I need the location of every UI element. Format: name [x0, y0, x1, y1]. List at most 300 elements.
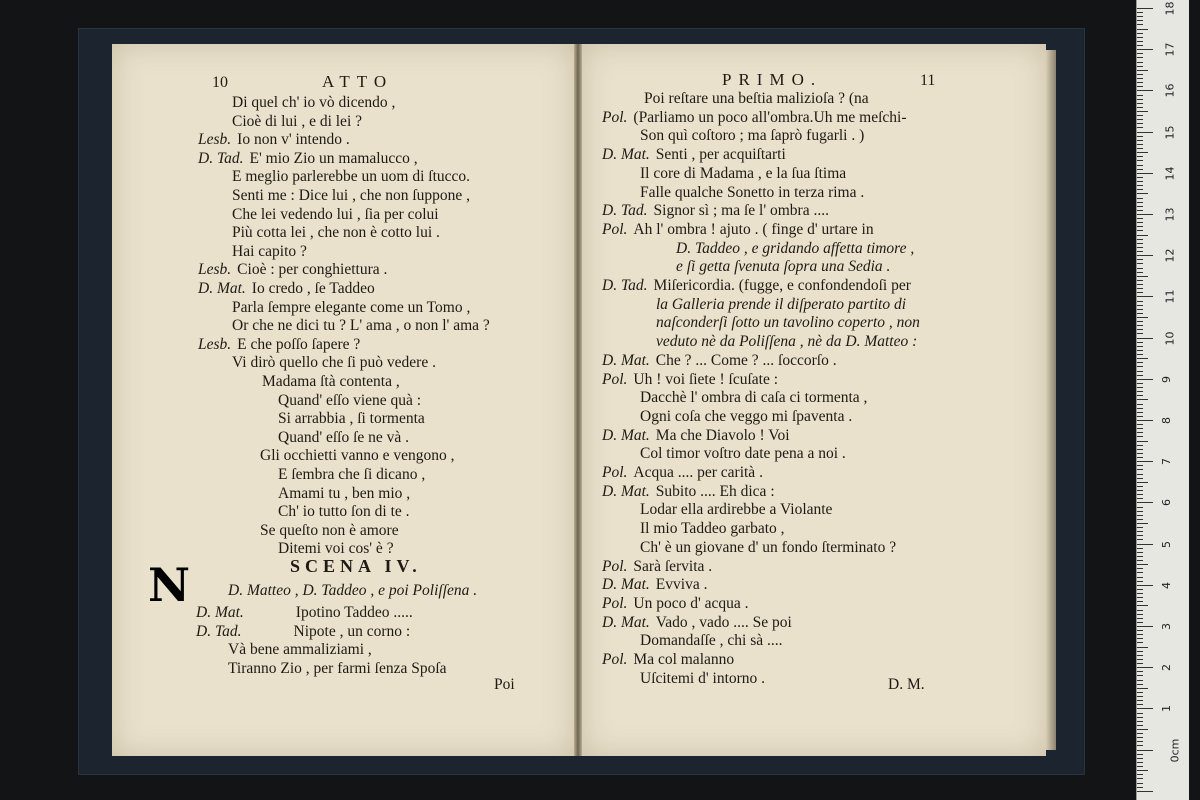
- text-line: [278, 503, 410, 521]
- ruler-tick: [1137, 680, 1143, 681]
- speaker-label: Lesb.: [198, 131, 232, 149]
- verse-text: Quand' eſſo ſe ne và .: [278, 428, 410, 446]
- ruler-tick: [1137, 408, 1143, 409]
- text-line: [640, 501, 832, 519]
- ruler-tick: [1137, 317, 1148, 318]
- ruler-tick: [1137, 263, 1143, 264]
- ruler-tick: [1137, 416, 1143, 417]
- verse-text: Ch' è un giovane d' un fondo ſterminato ?: [640, 538, 897, 556]
- ruler-tick: [1137, 787, 1143, 788]
- verse-text: Signor sì ; ma ſe l' ombra ....: [653, 202, 829, 220]
- ruler-tick: [1137, 519, 1143, 520]
- verse-text: Se queſto non è amore: [260, 521, 399, 539]
- text-line: [232, 317, 490, 335]
- ruler-tick: [1137, 770, 1148, 771]
- ruler-label: 2: [1160, 664, 1173, 672]
- ruler-tick: [1137, 622, 1143, 623]
- ruler-tick: [1137, 581, 1143, 582]
- ruler-tick: [1137, 544, 1153, 545]
- verse-text: Ma col malanno: [633, 651, 735, 668]
- ruler-tick: [1137, 651, 1143, 652]
- text-line: [602, 202, 829, 220]
- ruler-tick: [1137, 259, 1143, 260]
- ruler-tick: [1137, 721, 1143, 722]
- ruler-tick: [1137, 173, 1153, 174]
- text-line: [602, 651, 734, 669]
- ruler-tick: [1137, 630, 1143, 631]
- ruler-tick: [1137, 29, 1148, 30]
- text-line: [278, 410, 425, 428]
- ruler-tick: [1137, 391, 1143, 392]
- text-line: [278, 392, 421, 410]
- verse-text: Vado , vado .... Se poi: [655, 613, 792, 631]
- speaker-label: Pol.: [602, 651, 628, 668]
- left-running-head: ATTO: [322, 72, 394, 91]
- text-line: [602, 595, 749, 613]
- ruler-tick: [1137, 193, 1148, 194]
- ruler-tick: [1137, 284, 1143, 285]
- speaker-label: D. Tad.: [602, 277, 648, 294]
- ruler-tick: [1137, 395, 1143, 396]
- text-line: [640, 445, 846, 463]
- ruler-tick: [1137, 148, 1143, 149]
- ruler-tick: [1137, 758, 1143, 759]
- speaker-label: D. Mat.: [602, 613, 650, 631]
- ruler-tick: [1137, 671, 1143, 672]
- ruler-tick: [1137, 445, 1143, 446]
- text-line: [232, 206, 439, 224]
- text-line: [676, 240, 914, 258]
- text-line: [640, 184, 864, 202]
- ruler-tick: [1137, 111, 1148, 112]
- ruler-tick: [1137, 556, 1143, 557]
- left-catchword: Poi: [494, 676, 515, 693]
- ruler-tick: [1137, 502, 1153, 503]
- ruler-tick: [1137, 53, 1143, 54]
- ruler-tick: [1137, 90, 1153, 91]
- ruler-tick: [1137, 585, 1153, 586]
- ruler-label: 11: [1163, 289, 1177, 304]
- ruler-label: 18: [1163, 1, 1177, 16]
- ruler-tick: [1137, 531, 1143, 532]
- ruler-tick: [1137, 123, 1143, 124]
- ruler-tick: [1137, 688, 1148, 689]
- ruler-tick: [1137, 486, 1143, 487]
- ruler-label: 13: [1163, 207, 1177, 222]
- speaker-label: Lesb.: [198, 335, 232, 353]
- text-line: [602, 146, 786, 164]
- text-line: [232, 113, 362, 131]
- verse-text: veduto nè da Poliſſena , nè da D. Matteo :: [656, 333, 918, 351]
- speaker-label: Pol.: [602, 557, 628, 575]
- ruler-label: 5: [1160, 540, 1173, 548]
- ruler-label: 16: [1163, 83, 1177, 98]
- speaker-label: D. Tad.: [602, 202, 648, 220]
- verse-text: Poi reſtare una beſtia malizioſa ? (na: [644, 90, 869, 107]
- ruler-tick: [1137, 725, 1143, 726]
- ruler-tick: [1137, 478, 1143, 479]
- text-line: [278, 429, 409, 447]
- right-catchword: D. M.: [888, 676, 925, 693]
- ruler-tick: [1137, 704, 1143, 705]
- verse-text: Falle qualche Sonetto in terza rima .: [640, 183, 865, 201]
- ruler-tick: [1137, 280, 1143, 281]
- text-line: [602, 277, 911, 295]
- ruler-tick: [1137, 169, 1143, 170]
- verse-text: Senti me : Dice lui , che non ſuppone ,: [232, 187, 471, 204]
- ruler-tick: [1137, 86, 1143, 87]
- verse-text: Miſericordia. (fugge, e confondendoſi per: [653, 277, 911, 294]
- verse-text: Ch' io tutto ſon di te .: [278, 503, 410, 521]
- speaker-label: D. Tad.: [198, 149, 244, 167]
- text-line: [640, 632, 782, 650]
- right-page-number: 11: [920, 72, 936, 89]
- verse-text: E' mio Zio un mamalucco ,: [249, 149, 418, 167]
- verse-text: Madama ſtà contenta ,: [262, 373, 400, 390]
- ruler-tick: [1137, 12, 1143, 13]
- ruler-tick: [1137, 490, 1143, 491]
- verse-text: Ma che Diavolo ! Voi: [655, 426, 790, 444]
- ruler-tick: [1137, 66, 1143, 67]
- ruler-tick: [1137, 95, 1143, 96]
- ruler-tick: [1137, 754, 1143, 755]
- ruler-tick: [1137, 206, 1143, 207]
- ruler-tick: [1137, 494, 1143, 495]
- verse-text: Parla ſempre elegante come un Tomo ,: [232, 298, 471, 316]
- ruler-tick: [1137, 218, 1143, 219]
- text-line: [232, 94, 395, 112]
- ruler-tick: [1137, 82, 1143, 83]
- ruler-tick: [1137, 791, 1153, 792]
- ruler-tick: [1137, 305, 1143, 306]
- text-line: [262, 373, 400, 391]
- ruler-tick: [1137, 358, 1148, 359]
- ruler-label: 9: [1160, 375, 1173, 383]
- speaker-label: Lesb.: [198, 261, 232, 279]
- left-page-number: 10: [212, 74, 228, 91]
- text-line: [198, 336, 360, 354]
- measuring-ruler: [1136, 0, 1189, 800]
- ruler-tick: [1137, 708, 1153, 709]
- ruler-tick: [1137, 338, 1153, 339]
- text-line: [260, 447, 455, 465]
- verse-text: Lodar ella ardirebbe a Violante: [640, 501, 833, 519]
- verse-text: Or che ne dici tu ? L' ama , o non l' ama ?: [232, 317, 490, 335]
- ruler-tick: [1137, 453, 1143, 454]
- ruler-tick: [1137, 20, 1143, 21]
- text-line: [228, 660, 447, 678]
- ruler-tick: [1137, 156, 1143, 157]
- text-line: [602, 371, 778, 389]
- text-line: [602, 464, 763, 482]
- speaker-label: D. Mat.: [602, 426, 650, 444]
- ruler-tick: [1137, 235, 1148, 236]
- scene-heading: SCENA IV.: [290, 556, 422, 576]
- verse-text: Ditemi voi cos' è ?: [278, 540, 394, 558]
- ruler-tick: [1137, 783, 1143, 784]
- verse-text: Son quì coſtoro ; ma ſaprò fugarli . ): [640, 127, 865, 145]
- ruler-tick: [1137, 642, 1143, 643]
- ruler-tick: [1137, 515, 1143, 516]
- page-edge: [1046, 50, 1056, 750]
- ruler-tick: [1137, 507, 1143, 508]
- ruler-tick: [1137, 78, 1143, 79]
- text-line: [656, 333, 917, 351]
- text-line: [232, 243, 307, 261]
- verse-text: (Parliamo un poco all'ombra.Uh me meſchi-: [633, 108, 907, 126]
- text-line: [602, 221, 874, 239]
- ruler-tick: [1137, 511, 1143, 512]
- ruler-tick: [1137, 449, 1143, 450]
- verse-text: Di quel ch' io vò dicendo ,: [232, 94, 396, 111]
- text-line: [198, 131, 350, 149]
- ruler-tick: [1137, 441, 1148, 442]
- text-line: [640, 520, 785, 538]
- verse-text: Vi dirò quello che ſi può vedere .: [232, 354, 436, 372]
- verse-text: naſconderſi ſotto un tavolino coperto , non: [656, 314, 920, 332]
- ruler-tick: [1137, 119, 1143, 120]
- ruler-tick: [1137, 103, 1143, 104]
- ruler-label: 6: [1160, 499, 1173, 507]
- ruler-tick: [1137, 663, 1143, 664]
- verse-text: Gli occhietti vanno e vengono ,: [260, 447, 455, 465]
- ruler-tick: [1137, 737, 1143, 738]
- verse-text: Dacchè l' ombra di caſa ci tormenta ,: [640, 389, 868, 407]
- speaker-label: Pol.: [602, 108, 628, 126]
- verse-text: Cioè : per conghiettura .: [237, 261, 388, 279]
- ruler-tick: [1137, 243, 1143, 244]
- ruler-tick: [1137, 741, 1143, 742]
- text-line: [640, 670, 765, 688]
- ruler-tick: [1137, 717, 1143, 718]
- ruler-tick: [1137, 684, 1143, 685]
- ruler-tick: [1137, 647, 1148, 648]
- ruler-tick: [1137, 762, 1143, 763]
- ruler-tick: [1137, 366, 1143, 367]
- text-line: [602, 352, 837, 370]
- text-line: [676, 258, 890, 276]
- ruler-tick: [1137, 41, 1143, 42]
- ruler-tick: [1137, 321, 1143, 322]
- verse-text: D. Taddeo , e gridando affetta timore ,: [676, 239, 915, 257]
- verse-text: Ogni coſa che veggo mi ſpaventa .: [640, 407, 853, 425]
- text-line: [260, 522, 399, 540]
- ruler-tick: [1137, 552, 1143, 553]
- text-line: [640, 165, 846, 183]
- ruler-tick: [1137, 535, 1143, 536]
- ruler-tick: [1137, 226, 1143, 227]
- text-line: [232, 299, 470, 317]
- text-line: [232, 224, 440, 242]
- ruler-tick: [1137, 597, 1143, 598]
- ruler-tick: [1137, 288, 1143, 289]
- ruler-tick: [1137, 713, 1143, 714]
- text-line: [640, 389, 867, 407]
- ruler-tick: [1137, 268, 1143, 269]
- text-line: [198, 150, 418, 168]
- verse-text: Subito .... Eh dica :: [655, 482, 775, 500]
- verse-text: Senti , per acquiſtarti: [655, 146, 786, 164]
- ruler-tick: [1137, 144, 1143, 145]
- ruler-tick: [1137, 333, 1143, 334]
- ruler-tick: [1137, 750, 1153, 751]
- verse-text: Hai capito ?: [232, 242, 307, 260]
- ruler-tick: [1137, 548, 1143, 549]
- ruler-label: 8: [1160, 417, 1173, 424]
- verse-text: Amami tu , ben mio ,: [278, 484, 411, 502]
- ruler-tick: [1137, 37, 1143, 38]
- ruler-tick: [1137, 292, 1143, 293]
- verse-text: e ſi getta ſvenuta ſopra una Sedia .: [676, 258, 891, 276]
- text-line: [278, 466, 425, 484]
- ruler-tick: [1137, 564, 1148, 565]
- ruler-tick: [1137, 465, 1143, 466]
- ruler-tick: [1137, 626, 1153, 627]
- verse-text: E ſembra che ſi dicano ,: [278, 466, 426, 483]
- ruler-tick: [1137, 189, 1143, 190]
- ruler-tick: [1137, 692, 1143, 693]
- verse-text: Uſcitemi d' intorno .: [640, 669, 766, 687]
- ruler-tick: [1137, 181, 1143, 182]
- ruler-tick: [1137, 247, 1143, 248]
- speaker-label: D. Mat.: [602, 482, 650, 500]
- verse-text: Và bene ammaliziami ,: [228, 641, 372, 658]
- text-line: [232, 354, 436, 372]
- ruler-tick: [1137, 659, 1143, 660]
- verse-text: Il core di Madama , e la ſua ſtima: [640, 164, 847, 182]
- ruler-tick: [1137, 432, 1143, 433]
- ruler-tick: [1137, 296, 1153, 297]
- text-line: [602, 427, 790, 445]
- ruler-tick: [1137, 412, 1143, 413]
- ruler-label: 12: [1163, 248, 1177, 263]
- verse-text: Ipotino Taddeo .....: [295, 604, 413, 621]
- ruler-tick: [1137, 469, 1143, 470]
- speaker-label: D. Mat.: [602, 576, 650, 594]
- ruler-tick: [1137, 733, 1143, 734]
- ruler-tick: [1137, 222, 1143, 223]
- text-line: [228, 641, 372, 659]
- ruler-tick: [1137, 354, 1143, 355]
- ruler-tick: [1137, 329, 1143, 330]
- ruler-tick: [1137, 198, 1143, 199]
- ruler-label: 3: [1160, 623, 1173, 630]
- ruler-tick: [1137, 239, 1143, 240]
- ruler-label: 4: [1160, 581, 1173, 589]
- ruler-tick: [1137, 371, 1143, 372]
- ruler-tick: [1137, 655, 1143, 656]
- ruler-tick: [1137, 457, 1143, 458]
- text-line: [644, 90, 869, 108]
- verse-text: Uh ! voi ſiete ! ſcuſate :: [633, 370, 779, 388]
- ruler-tick: [1137, 638, 1143, 639]
- text-line: [640, 539, 896, 557]
- ruler-tick: [1137, 49, 1153, 50]
- ruler-tick: [1137, 766, 1143, 767]
- ruler-tick: [1137, 74, 1143, 75]
- ruler-tick: [1137, 696, 1143, 697]
- ruler-tick: [1137, 301, 1143, 302]
- ruler-tick: [1137, 346, 1143, 347]
- speaker-label: D. Mat.: [602, 146, 650, 164]
- ruler-tick: [1137, 62, 1143, 63]
- text-line: [640, 408, 852, 426]
- ruler-tick: [1137, 618, 1143, 619]
- ruler-tick: [1137, 160, 1143, 161]
- ruler-tick: [1137, 230, 1143, 231]
- ruler-tick: [1137, 523, 1148, 524]
- verse-text: Si arrabbia , ſi tormenta: [278, 410, 425, 428]
- ruler-tick: [1137, 461, 1153, 462]
- speaker-label: Pol.: [602, 464, 628, 481]
- text-line: [602, 614, 792, 632]
- ruler-tick: [1137, 152, 1148, 153]
- verse-text: Domandaſſe , chi sà ....: [640, 632, 783, 650]
- ruler-tick: [1137, 420, 1153, 421]
- ruler-tick: [1137, 572, 1143, 573]
- ruler-tick: [1137, 214, 1153, 215]
- ruler-tick: [1137, 700, 1143, 701]
- verse-text: Il mio Taddeo garbato ,: [640, 520, 785, 538]
- ruler-tick: [1137, 577, 1143, 578]
- ruler-tick: [1137, 482, 1148, 483]
- verse-text: Tiranno Zio , per farmi ſenza Spoſa: [228, 659, 447, 677]
- ruler-tick: [1137, 185, 1143, 186]
- speaker-label: D. Mat.: [196, 604, 244, 621]
- text-line: [640, 127, 864, 145]
- ruler-tick: [1137, 428, 1143, 429]
- book-gutter: [574, 44, 582, 756]
- dropcap-initial: N: [148, 558, 191, 612]
- verse-text: Io credo , ſe Taddeo: [251, 280, 375, 297]
- speaker-label: D. Tad.: [196, 622, 242, 640]
- speaker-label: Pol.: [602, 594, 628, 612]
- ruler-tick: [1137, 136, 1143, 137]
- verse-text: Quand' eſſo viene quà :: [278, 391, 422, 409]
- ruler-tick: [1137, 177, 1143, 178]
- text-line: [602, 109, 907, 127]
- ruler-tick: [1137, 589, 1143, 590]
- verse-text: E meglio parlerebbe un uom di ſtucco.: [232, 168, 471, 186]
- ruler-tick: [1137, 350, 1143, 351]
- ruler-tick: [1137, 57, 1143, 58]
- verse-text: Un poco d' acqua .: [633, 594, 749, 612]
- verse-text: Cioè di lui , e di lei ?: [232, 112, 363, 130]
- text-line: [602, 483, 775, 501]
- ruler-label: 17: [1163, 42, 1177, 57]
- ruler-label: 0cm: [1168, 738, 1182, 762]
- ruler-tick: [1137, 272, 1143, 273]
- ruler-tick: [1137, 309, 1143, 310]
- text-line: [602, 576, 707, 594]
- ruler-tick: [1137, 140, 1143, 141]
- ruler-tick: [1137, 593, 1143, 594]
- verse-text: Col timor voſtro date pena a noi .: [640, 445, 846, 463]
- ruler-tick: [1137, 610, 1143, 611]
- ruler-tick: [1137, 729, 1148, 730]
- ruler-label: 1: [1160, 705, 1173, 713]
- ruler-tick: [1137, 539, 1143, 540]
- speaker-label: D. Mat.: [602, 351, 650, 369]
- verse-text: Più cotta lei , che non è cotto lui .: [232, 224, 440, 242]
- ruler-tick: [1137, 45, 1143, 46]
- right-page: [582, 44, 1046, 756]
- text-line: [196, 623, 410, 641]
- ruler-tick: [1137, 560, 1143, 561]
- ruler-tick: [1137, 127, 1143, 128]
- ruler-tick: [1137, 16, 1143, 17]
- ruler-tick: [1137, 255, 1153, 256]
